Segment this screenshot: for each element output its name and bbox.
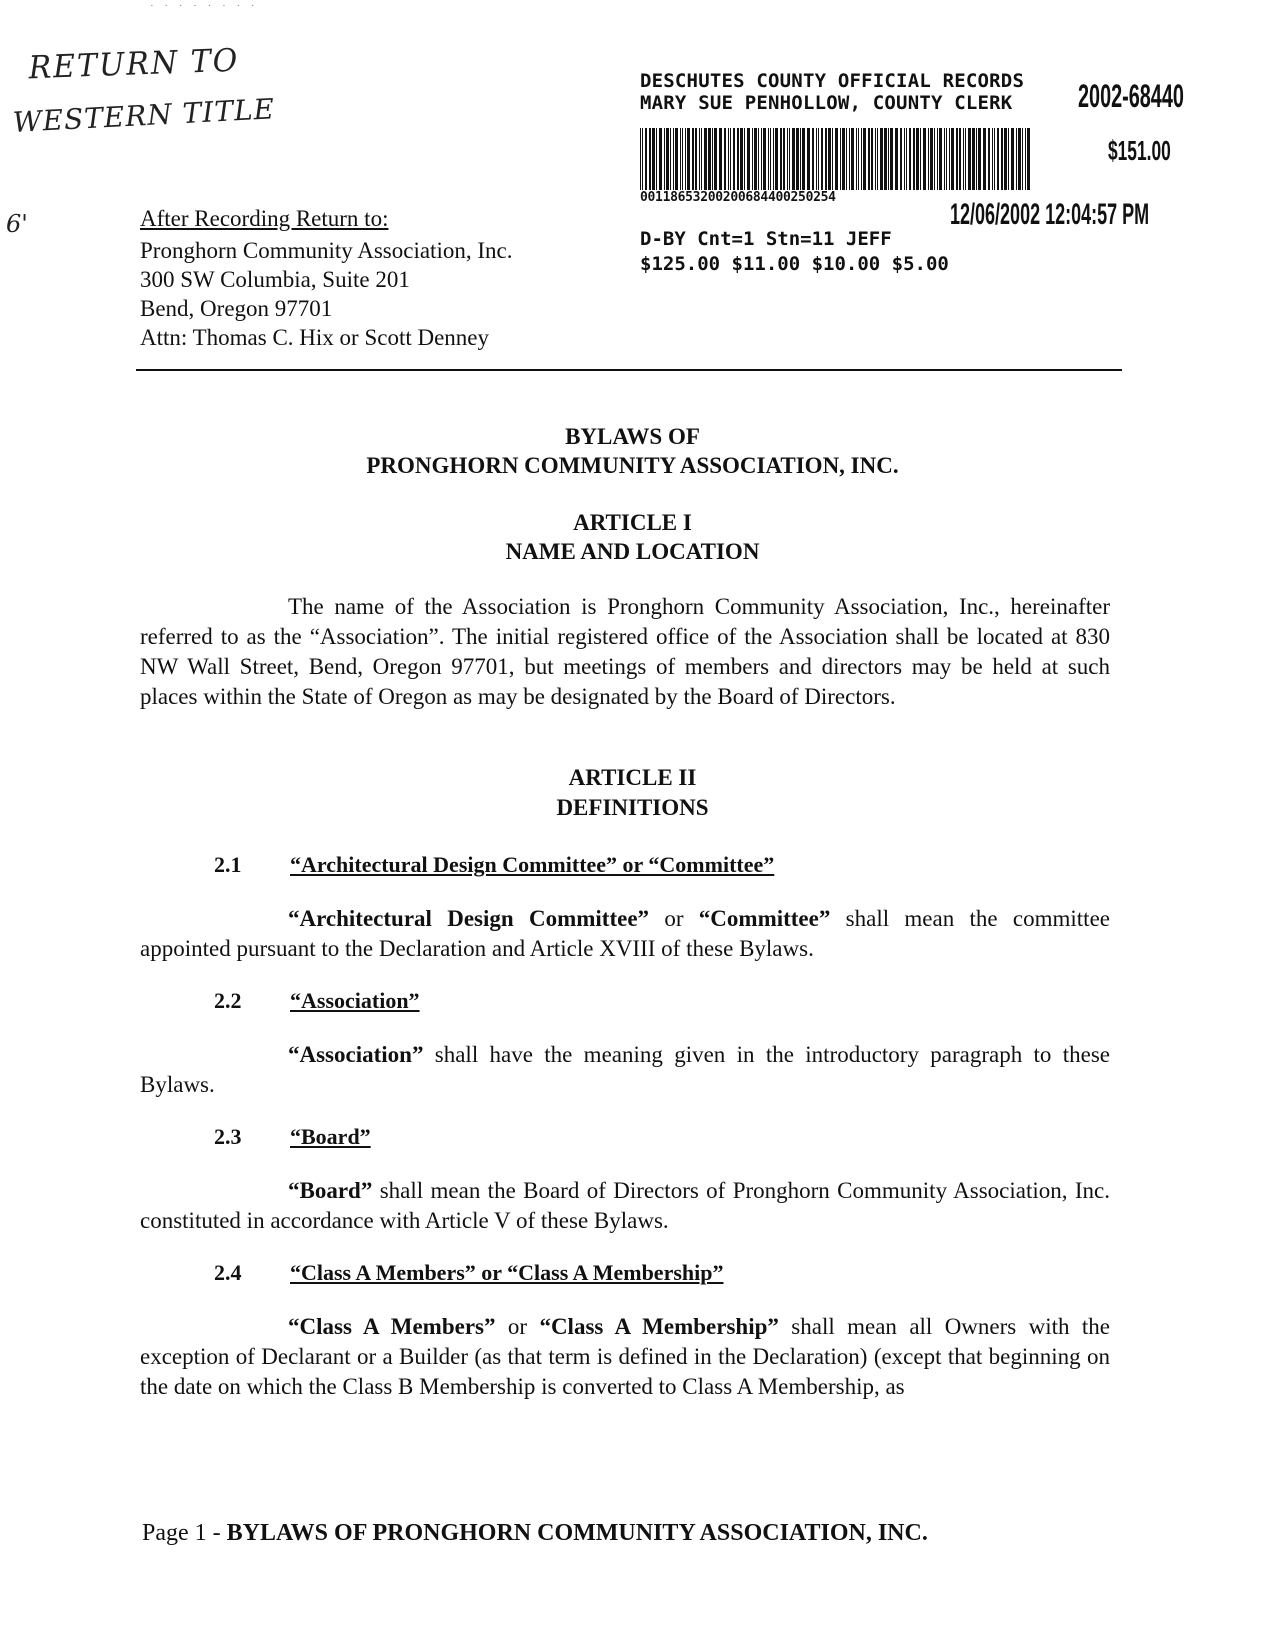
article1-paragraph: The name of the Association is Pronghorn Community Association, Inc., hereinafter referred to as the “Association”. The initial registered office of the Association shall be located at 830 NW Wall Street, Bend, Oregon 97701, but meetings of members and directors may be held at such places within the State of Oregon as may be designated by the Board of Directors. [140, 594, 1110, 709]
section-number: 2.4 [214, 1260, 242, 1285]
section-title: “Board” [290, 1124, 371, 1149]
article1-subheading: NAME AND LOCATION [505, 539, 760, 564]
section-number: 2.1 [214, 852, 242, 877]
section-paragraph: “Architectural Design Committee” or “Committee” shall mean the committee appointed pursuant to the Declaration and Article XVIII of these Bylaws. [140, 906, 1110, 961]
page-footer: Page 1 - BYLAWS OF PRONGHORN COMMUNITY ASSOCIATION, INC. [142, 1520, 928, 1546]
section-title: “Association” [290, 988, 420, 1013]
return-address-line: Pronghorn Community Association, Inc. [140, 238, 513, 263]
recording-office: DESCHUTES COUNTY OFFICIAL RECORDS [640, 70, 1025, 92]
article2-subheading: DEFINITIONS [556, 795, 709, 820]
recording-number: 2002-68440 [1078, 78, 1184, 114]
recording-clerk: MARY SUE PENHOLLOW, COUNTY CLERK [640, 92, 1013, 114]
section-title: “Class A Members” or “Class A Membership” [290, 1260, 724, 1285]
return-address-line: Attn: Thomas C. Hix or Scott Denney [140, 325, 490, 350]
barcode [640, 128, 1032, 190]
article2-heading: ARTICLE II [568, 765, 697, 790]
return-address-line: 300 SW Columbia, Suite 201 [140, 267, 410, 292]
article1-heading: ARTICLE I [573, 510, 692, 535]
return-address-line: Bend, Oregon 97701 [140, 296, 333, 321]
document-title-line2: PRONGHORN COMMUNITY ASSOCIATION, INC. [366, 453, 899, 478]
section-paragraph: “Board” shall mean the Board of Directors of Pronghorn Community Association, Inc. constituted in accordance with Article V of these Bylaws. [140, 1178, 1110, 1233]
horizontal-rule [136, 369, 1122, 371]
return-heading: After Recording Return to: [140, 206, 389, 231]
handwritten-mark: 6' [6, 210, 28, 238]
section-number: 2.3 [214, 1124, 242, 1149]
recording-amounts: $125.00 $11.00 $10.00 $5.00 [640, 253, 949, 275]
recording-fee: $151.00 [1108, 135, 1171, 166]
barcode-digits: 00118653200200684400250254 [640, 190, 836, 205]
section-title: “Architectural Design Committee” or “Committee” [290, 852, 775, 877]
recording-datetime: 12/06/2002 12:04:57 PM [950, 198, 1150, 231]
document-title-line1: BYLAWS OF [565, 424, 700, 449]
recording-codes: D-BY Cnt=1 Stn=11 JEFF [640, 228, 892, 250]
section-number: 2.2 [214, 988, 242, 1013]
handwritten-note-line1: RETURN TO [28, 42, 240, 87]
handwritten-note-line2: WESTERN TITLE [12, 92, 276, 139]
scan-artifact: · · · · · · · · [150, 0, 259, 12]
section-paragraph: “Class A Members” or “Class A Membership” shall mean all Owners with the exception of Declarant or a Builder (as that term is defined in the Declaration) (except that beginning on the date on which the Class B Membership is converted to Class A Membership, as [140, 1314, 1110, 1399]
section-paragraph: “Association” shall have the meaning given in the introductory paragraph to these Bylaws. [140, 1042, 1110, 1097]
